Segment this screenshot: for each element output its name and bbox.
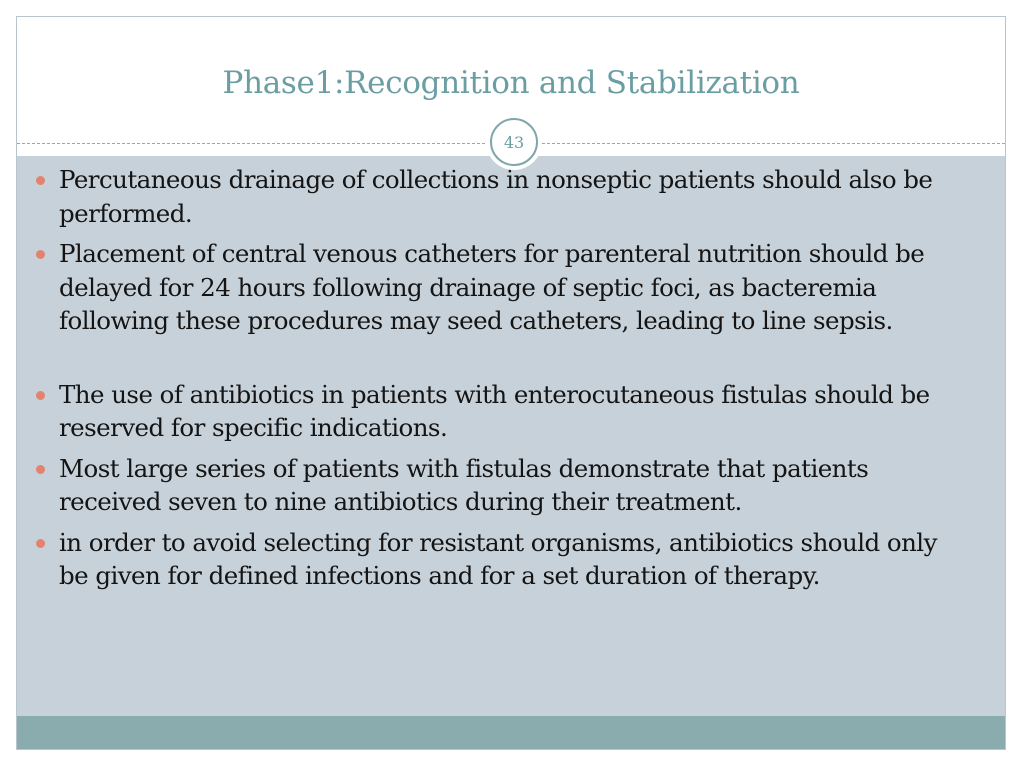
bullet-item [32, 452, 942, 519]
bullet-item [32, 163, 942, 230]
bullet-text: Most large series of patients with fistulas demonstrate that patients received seven to nine antibiotics during their treatment. [59, 453, 869, 516]
bullet-item [32, 237, 942, 338]
footer-band [17, 716, 1005, 750]
bullet-list [32, 163, 942, 600]
bullet-dot-icon [36, 176, 45, 185]
bullet-text: The use of antibiotics in patients with enterocutaneous fistulas should be reserved for specific indications. [59, 379, 930, 442]
slide-number: 43 [490, 118, 538, 166]
slide-title: Phase1:Recognition and Stabilization [222, 65, 800, 101]
bullet-text: in order to avoid selecting for resistant organisms, antibiotics should only be given for defined infections and for a set duration of therapy. [59, 527, 937, 590]
bullet-dot-icon [36, 465, 45, 474]
slide-number-badge [486, 114, 542, 170]
bullet-item [32, 526, 942, 593]
bullet-item [32, 378, 942, 445]
bullet-dot-icon [36, 539, 45, 548]
bullet-dot-icon [36, 250, 45, 259]
bullet-dot-icon [36, 391, 45, 400]
bullet-text: Percutaneous drainage of collections in nonseptic patients should also be performed. [59, 165, 933, 228]
bullet-text: Placement of central venous catheters for parenteral nutrition should be delayed for 24 hours following drainage of septic foci, as bacteremia following these procedures may seed catheters, leading to line sepsis. [59, 239, 925, 335]
